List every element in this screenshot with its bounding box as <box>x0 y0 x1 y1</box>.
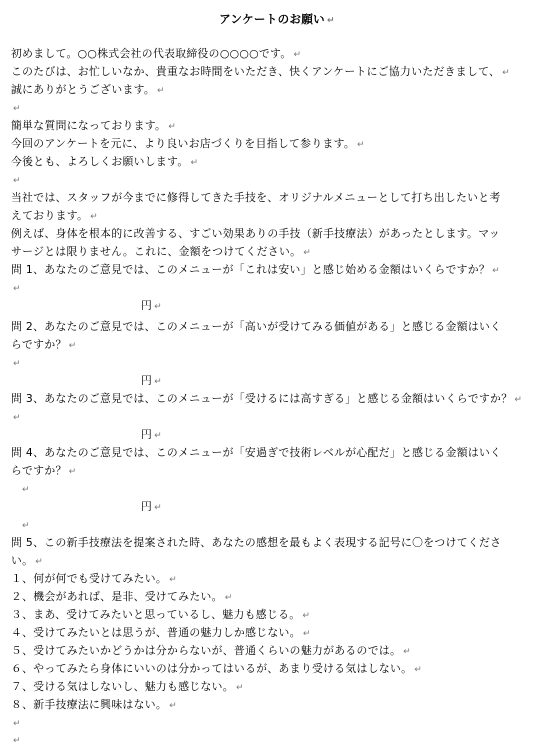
option-8: ８、新手技療法に興味はない。 ↵ <box>11 698 177 711</box>
question-4-line-2: らですか？ ↵ <box>11 464 77 477</box>
question-5-line-2: い。 ↵ <box>11 554 44 567</box>
answer-yen-3[interactable]: 円 ↵ <box>141 428 163 441</box>
para2-line-2: 今回のアンケートを元に、より良いお店づくりを目指して参ります。 ↵ <box>11 137 365 150</box>
document-title: アンケートのお願い ↵ <box>219 12 335 26</box>
question-5-line-1: 問 5、この新手技療法を提案された時、あなたの感想を最もよく表現する記号に〇をつけてくださ <box>11 536 502 549</box>
para2-line-1: 簡単な質問になっております。 ↵ <box>11 119 177 132</box>
option-1: １、何が何でも受けてみたい。 ↵ <box>11 572 177 585</box>
question-1: 問 1、あなたのご意見では、このメニューが「これは安い」と感じ始める金額はいくらですか？ ↵ <box>11 263 500 276</box>
para3-line-2: えております。 ↵ <box>11 209 99 222</box>
question-3: 問 3、あなたのご意見では、このメニューが「受けるには高すぎる」と感じる金額はいくらですか？ ↵ <box>11 392 523 405</box>
option-2: ２、機会があれば、是非、受けてみたい。 ↵ <box>11 590 233 603</box>
para3-line-1: 当社では、スタッフが今までに修得してきた手技を、オリジナルメニューとして打ち出したいと考 <box>11 191 501 204</box>
option-4: ４、受けてみたいとは思うが、普通の魅力しか感じない。 ↵ <box>11 626 311 639</box>
empty-line: ↵ <box>13 736 21 746</box>
empty-line: ↵ <box>13 719 21 729</box>
empty-line: ↵ <box>13 413 21 423</box>
option-5: ５、受けてみたいかどうかは分からないが、普通くらいの魅力があるのでは。 ↵ <box>11 644 412 657</box>
answer-yen-1[interactable]: 円 ↵ <box>141 299 163 312</box>
answer-yen-4[interactable]: 円 ↵ <box>141 500 163 513</box>
empty-line: ↵ <box>22 521 30 531</box>
para3-line-4: サージとは限りません。これに、金額をつけてください。 ↵ <box>11 245 312 258</box>
question-2-line-2: らですか？ ↵ <box>11 338 77 351</box>
question-2-line-1: 問 2、あなたのご意見では、このメニューが「高いが受けてみる価値がある」と感じる金額はいく <box>11 320 502 333</box>
paragraph-mark: ↵ <box>327 16 335 26</box>
option-3: ３、まあ、受けてみたいと思っているし、魅力も感じる。 ↵ <box>11 608 311 621</box>
question-4-line-1: 問 4、あなたのご意見では、このメニューが「安過ぎで技術レベルが心配だ」と感じる金額はいく <box>11 446 502 459</box>
option-7: ７、受ける気はしないし、魅力も感じない。 ↵ <box>11 680 244 693</box>
answer-yen-2[interactable]: 円 ↵ <box>141 374 163 387</box>
intro-line-1: 初めまして。○○株式会社の代表取締役の○○○○です。 ↵ <box>11 47 302 60</box>
intro-line-2: このたびは、お忙しいなか、貴重なお時間をいただき、快くアンケートにご協力いただきまして、 ↵ <box>11 65 511 78</box>
intro-line-3: 誠にありがとうございます。 ↵ <box>11 83 165 96</box>
para2-line-3: 今後とも、よろしくお願いします。 ↵ <box>11 155 199 168</box>
empty-line: ↵ <box>13 104 21 114</box>
empty-line: ↵ <box>13 359 21 369</box>
empty-line: ↵ <box>22 485 30 495</box>
empty-line: ↵ <box>13 176 21 186</box>
option-6: ６、やってみたら身体にいいのは分かってはいるが、あまり受ける気はしない。 ↵ <box>11 662 423 675</box>
para3-line-3: 例えば、身体を根本的に改善する、すごい効果ありの手技（新手技療法）があったとします。マッ <box>11 227 501 240</box>
empty-line: ↵ <box>13 284 21 294</box>
